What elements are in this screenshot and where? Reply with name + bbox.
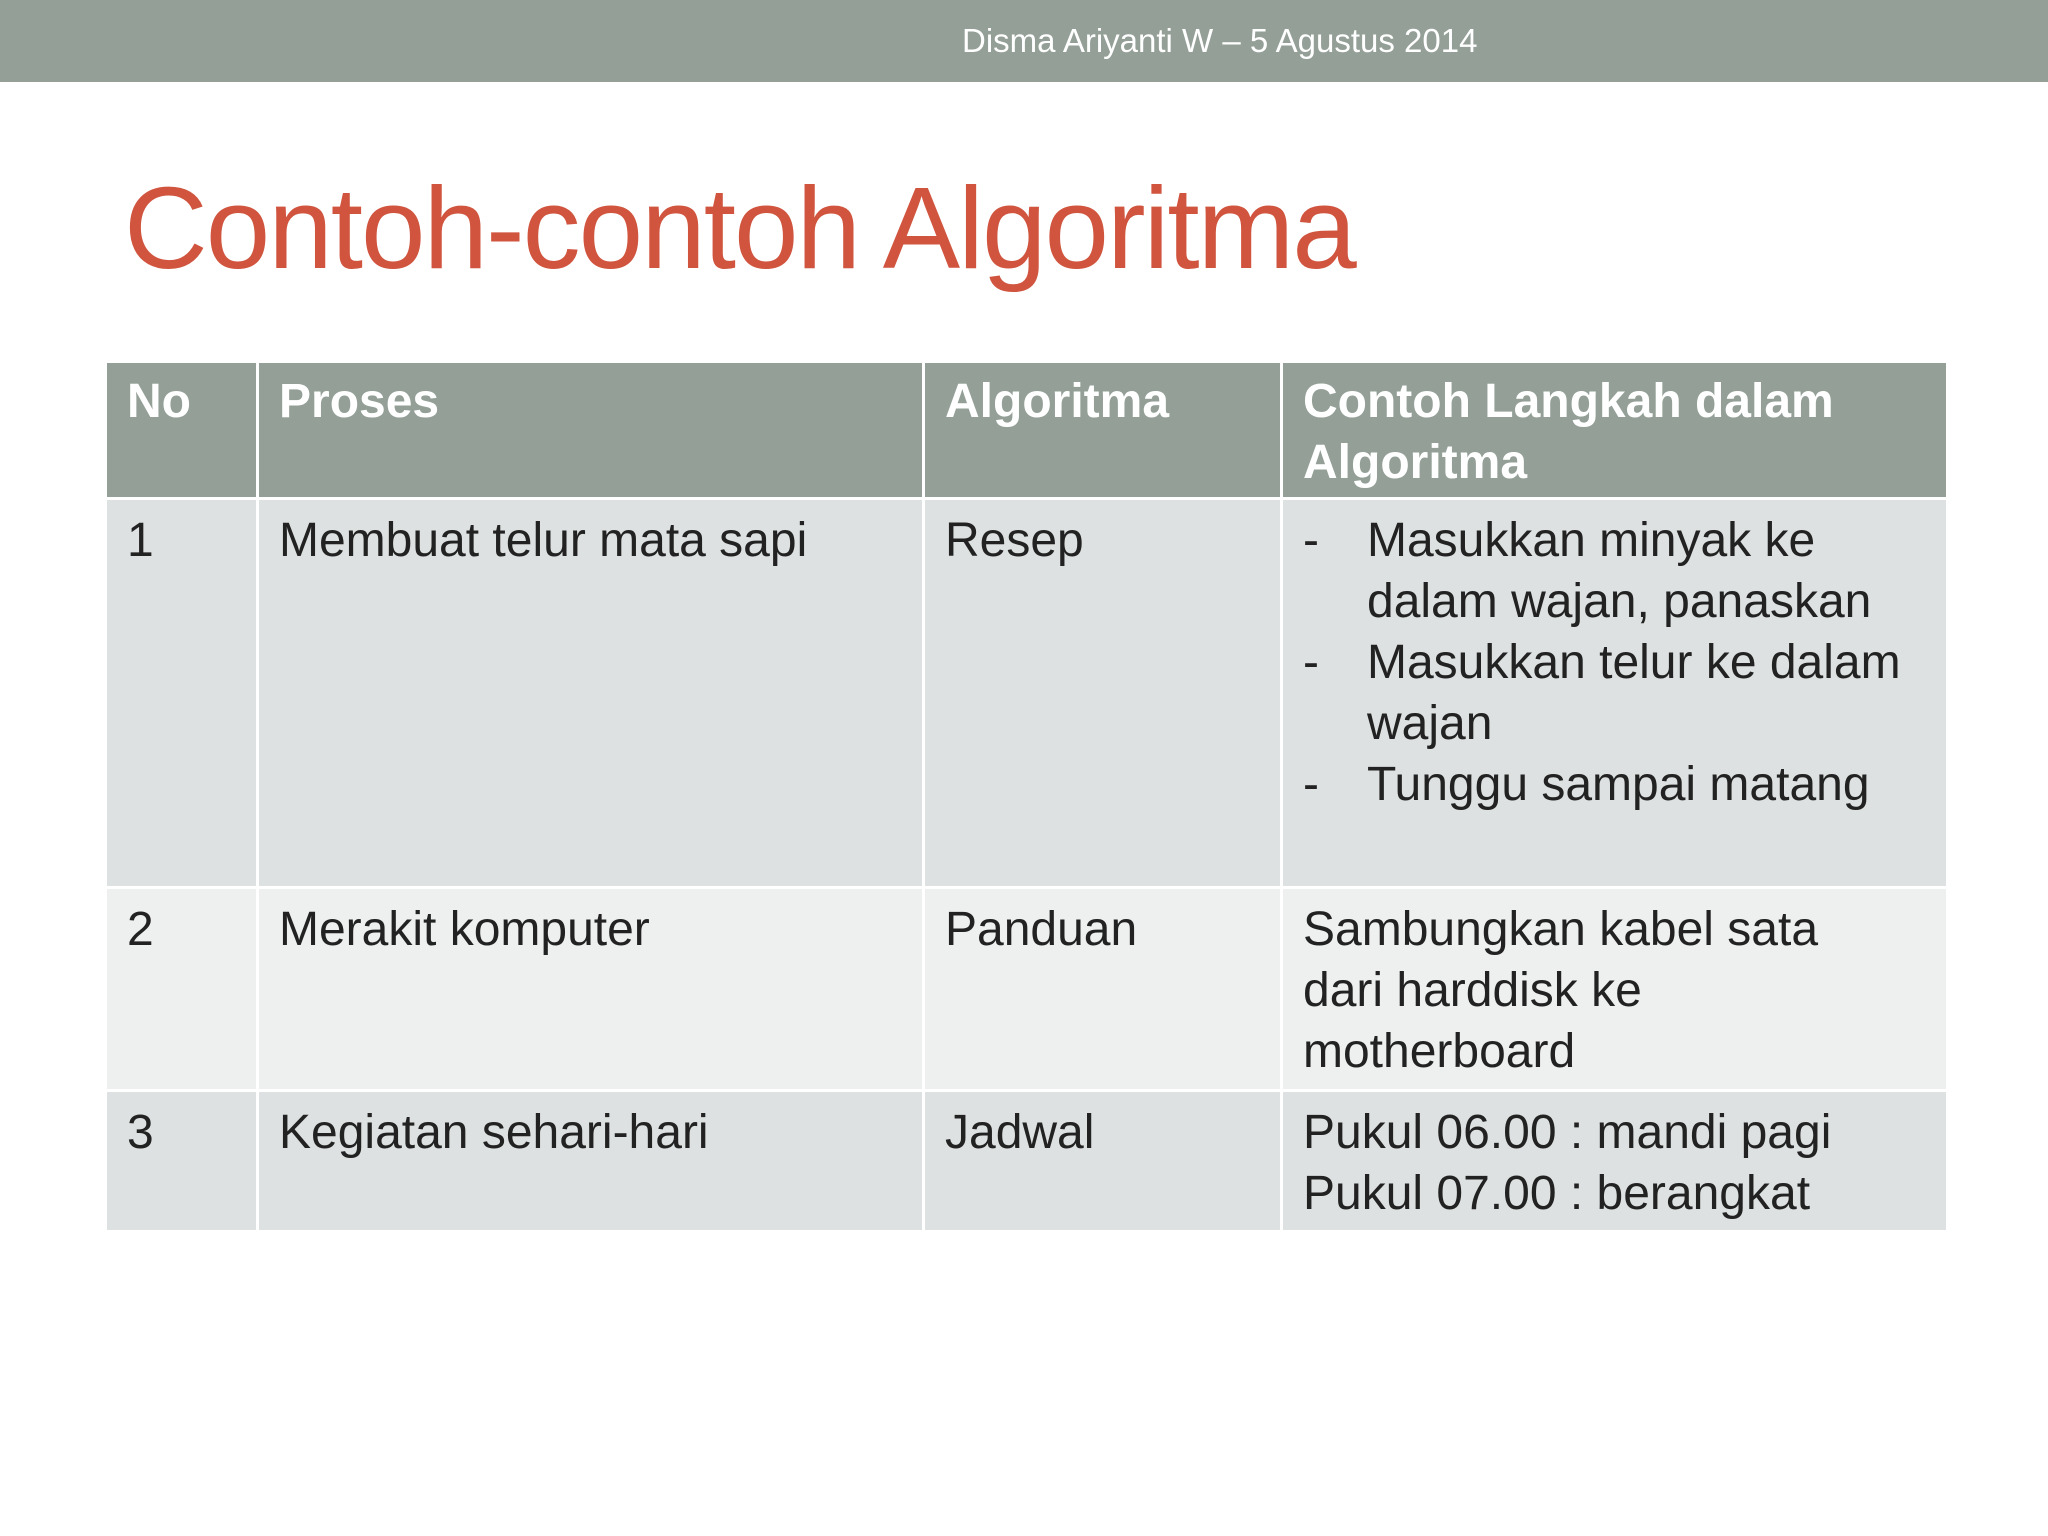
header-algoritma: Algoritma xyxy=(924,362,1282,499)
cell-algoritma: Jadwal xyxy=(924,1091,1282,1232)
step-item: - Tunggu sampai matang xyxy=(1303,754,1946,815)
cell-schedule xyxy=(1282,1091,1948,1232)
cell-algoritma: Panduan xyxy=(924,888,1282,1091)
schedule-line: Pukul 07.00 : berangkat xyxy=(1303,1167,1811,1220)
header-contoh-langkah: Contoh Langkah dalam Algoritma xyxy=(1282,362,1948,499)
cell-no: 1 xyxy=(106,499,258,888)
header-bar xyxy=(0,0,2048,82)
cell-steps xyxy=(1282,499,1948,888)
step-list xyxy=(1303,510,1946,815)
schedule-line: Pukul 06.00 : mandi pagi xyxy=(1303,1106,1832,1159)
step-item: - Masukkan minyak ke dalam wajan, panaskan xyxy=(1303,510,1946,632)
table-row xyxy=(106,1091,1948,1232)
table-header-row xyxy=(106,362,1948,499)
header-proses: Proses xyxy=(258,362,924,499)
table-row xyxy=(106,888,1948,1091)
header-author-date: Disma Ariyanti W – 5 Agustus 2014 xyxy=(962,22,1478,59)
table-row xyxy=(106,499,1948,888)
cell-proses: Membuat telur mata sapi xyxy=(258,499,924,888)
header-no: No xyxy=(106,362,258,499)
algorithm-table xyxy=(104,360,1949,1233)
step-item: - Masukkan telur ke dalam wajan xyxy=(1303,632,1946,754)
cell-algoritma: Resep xyxy=(924,499,1282,888)
cell-step-text: Sambungkan kabel sata dari harddisk ke motherboard xyxy=(1282,888,1948,1091)
cell-no: 2 xyxy=(106,888,258,1091)
cell-no: 3 xyxy=(106,1091,258,1232)
slide-title: Contoh-contoh Algoritma xyxy=(124,163,1355,293)
cell-proses: Merakit komputer xyxy=(258,888,924,1091)
cell-proses: Kegiatan sehari-hari xyxy=(258,1091,924,1232)
